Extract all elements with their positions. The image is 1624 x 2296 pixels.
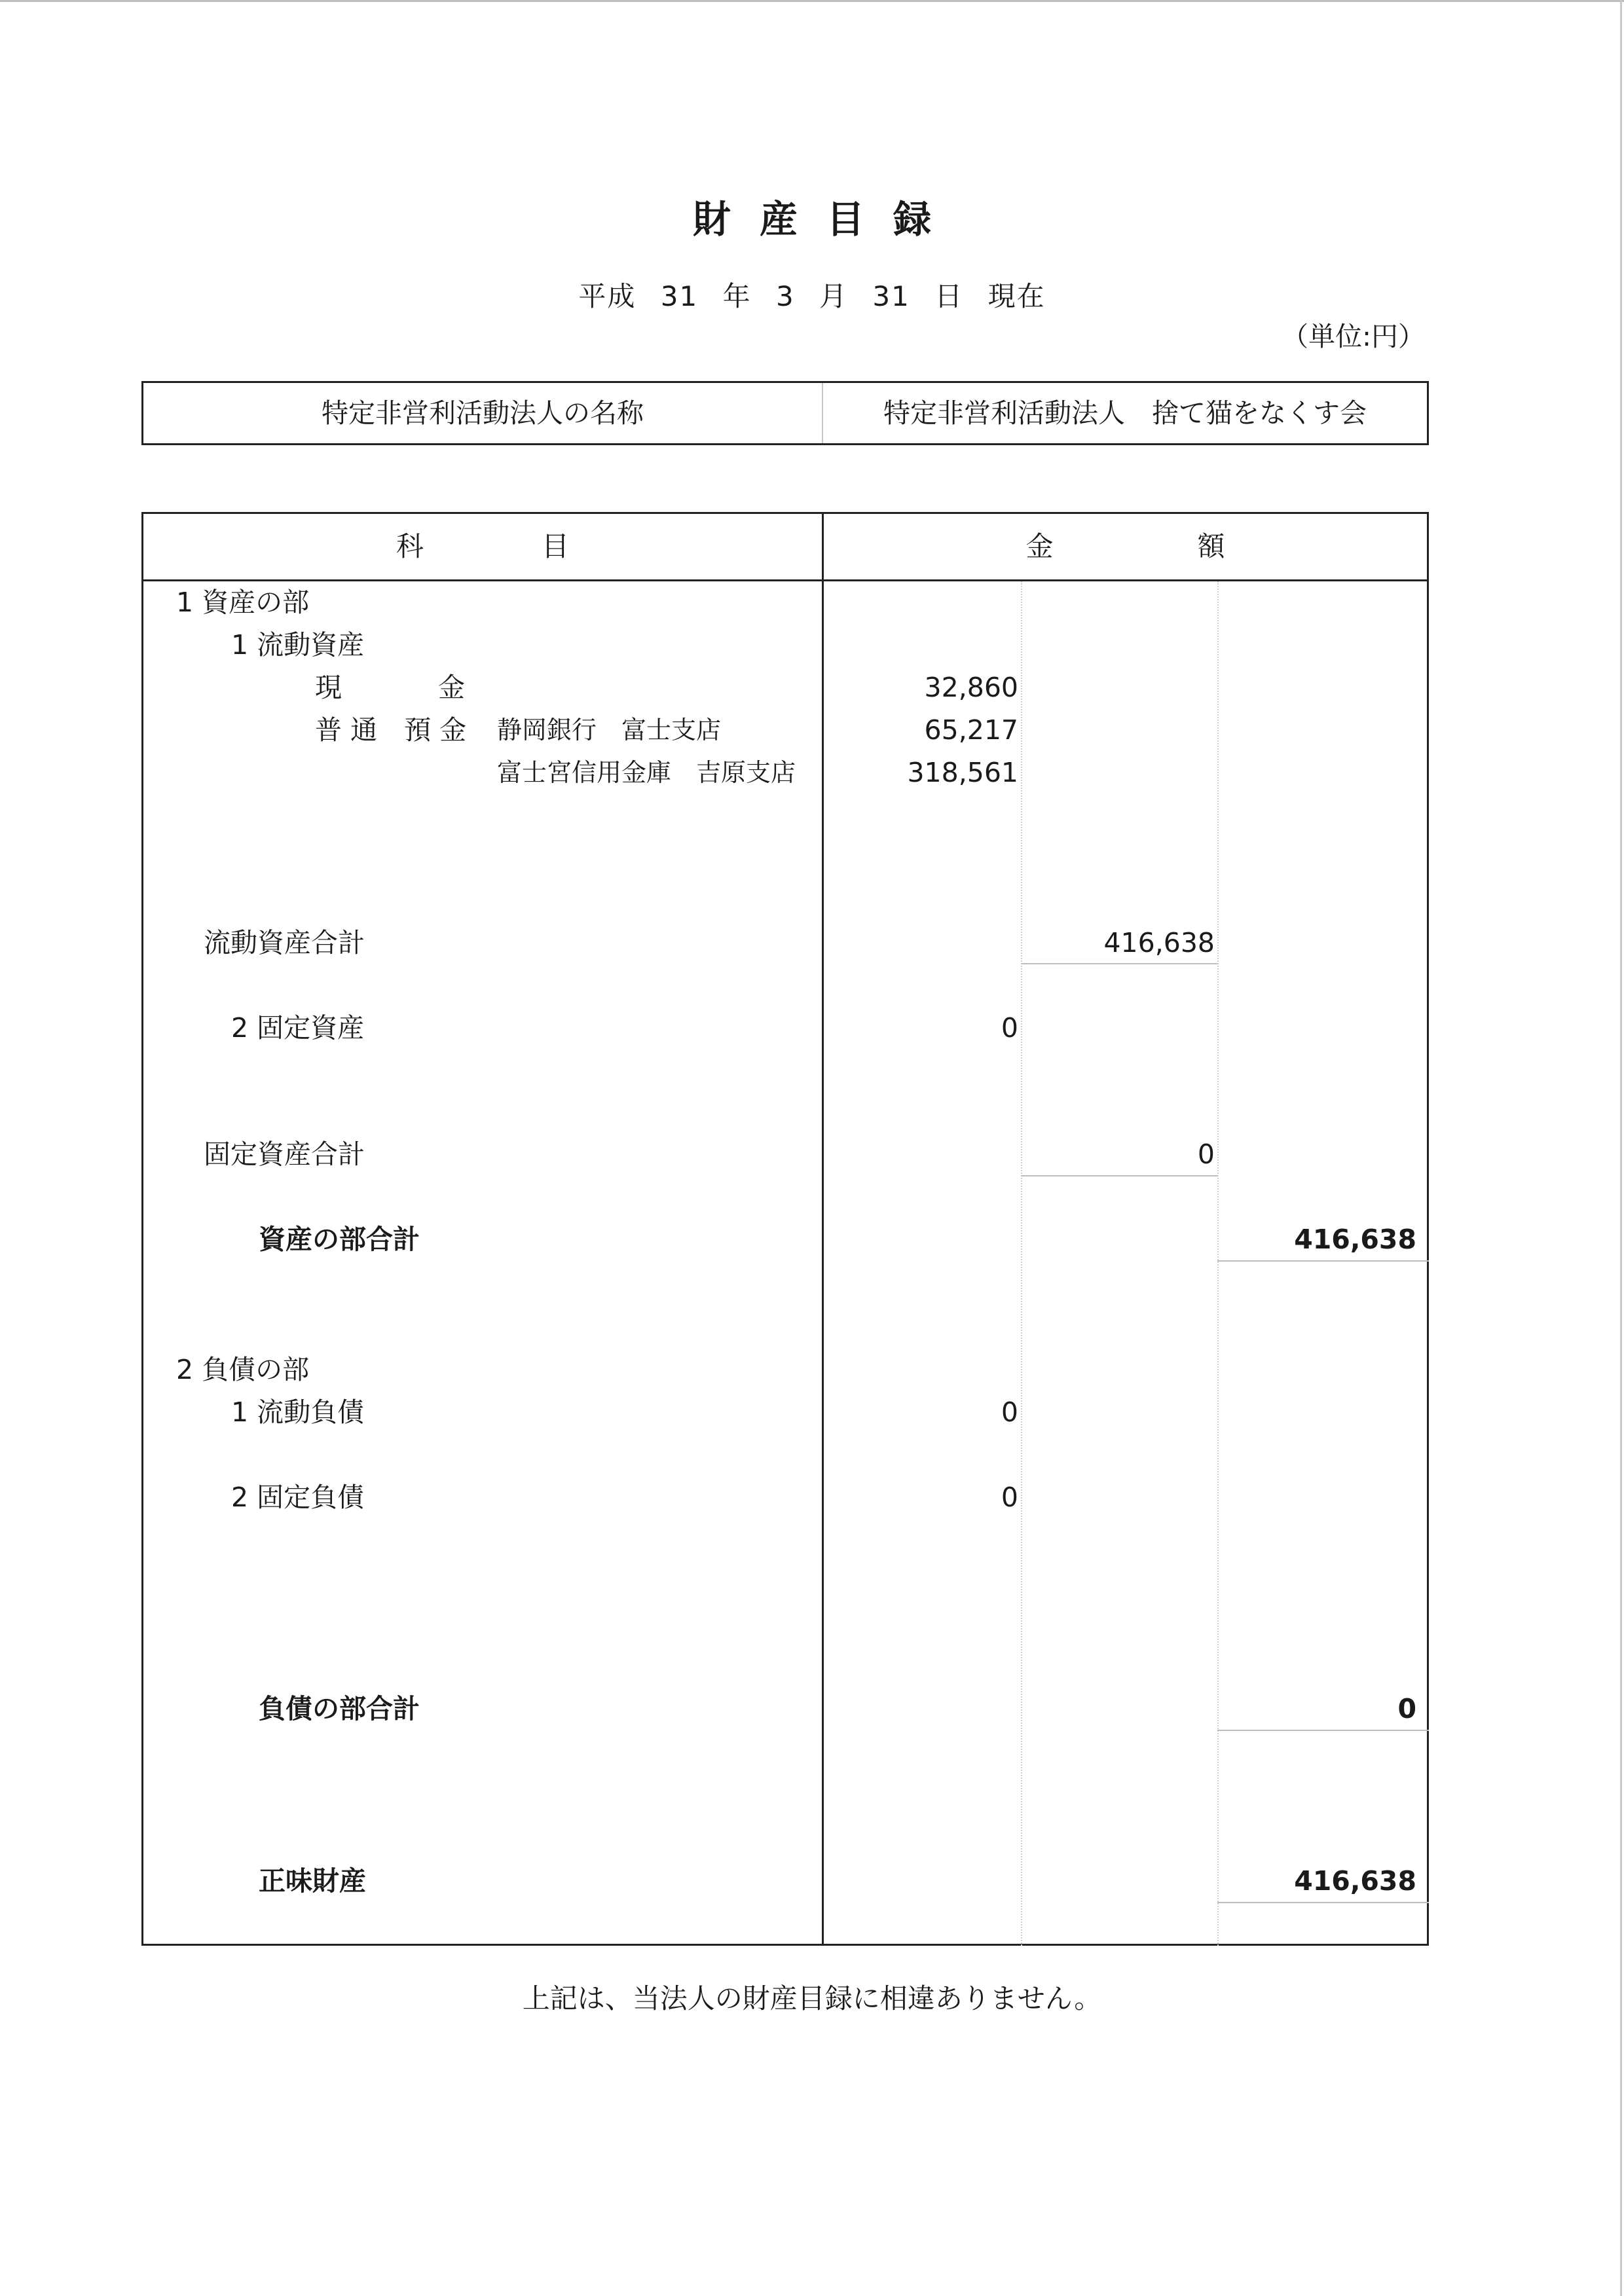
assets-total-rule bbox=[1217, 1260, 1429, 1262]
subject-header bbox=[143, 514, 822, 579]
inventory-table bbox=[141, 512, 1429, 1946]
assets-total-label: 資産の部合計 bbox=[259, 1224, 420, 1255]
date-day: 31 bbox=[872, 280, 910, 312]
subject-header-char-1: 科 bbox=[396, 530, 424, 562]
liabilities-section-title: 2 負債の部 bbox=[176, 1354, 310, 1385]
scan-edge-right bbox=[1620, 0, 1622, 2296]
amount-header bbox=[824, 514, 1427, 579]
cash-label-char-2: 金 bbox=[438, 672, 465, 703]
document-title: 財産目録 bbox=[692, 197, 960, 242]
amount-column-guide-1 bbox=[1021, 581, 1022, 1946]
certification-note: 上記は、当法人の財産目録に相違ありません。 bbox=[522, 1982, 1102, 2014]
current-assets-title: 1 流動資産 bbox=[231, 629, 365, 661]
bank-2-name: 富士宮信用金庫 吉原支店 bbox=[497, 758, 796, 787]
fixed-assets-total-label: 固定資産合計 bbox=[204, 1139, 365, 1170]
assets-total-value: 416,638 bbox=[1294, 1224, 1416, 1255]
scan-edge-top bbox=[0, 0, 1624, 2]
org-name-label: 特定非営利活動法人の名称 bbox=[322, 397, 644, 429]
current-liabilities-value: 0 bbox=[1001, 1396, 1018, 1428]
net-assets-value: 416,638 bbox=[1294, 1865, 1416, 1897]
date-month-unit: 月 bbox=[819, 280, 849, 312]
current-assets-total-rule bbox=[1021, 963, 1217, 964]
bank-1-name: 静岡銀行 富士支店 bbox=[497, 716, 722, 744]
current-assets-total-label: 流動資産合計 bbox=[204, 927, 365, 958]
current-assets-total-value: 416,638 bbox=[1103, 927, 1215, 958]
deposit-label: 普 通 預 金 bbox=[315, 714, 467, 746]
date-year-unit: 年 bbox=[722, 280, 752, 312]
amount-header-char-1: 金 bbox=[1025, 530, 1054, 562]
fixed-liabilities-value: 0 bbox=[1001, 1482, 1018, 1513]
subject-header-char-2: 目 bbox=[542, 530, 570, 562]
cash-label-char-1: 現 bbox=[315, 672, 342, 703]
org-name-value: 特定非営利活動法人 捨て猫をなくす会 bbox=[883, 397, 1367, 429]
unit-note: （単位:円） bbox=[1282, 321, 1425, 352]
fixed-assets-total-rule bbox=[1021, 1175, 1217, 1176]
amount-header-char-2: 額 bbox=[1197, 530, 1225, 562]
date-era: 平成 bbox=[578, 280, 637, 312]
bank-2-value: 318,561 bbox=[907, 757, 1018, 788]
fixed-liabilities-title: 2 固定負債 bbox=[231, 1482, 365, 1513]
liabilities-total-label: 負債の部合計 bbox=[259, 1693, 420, 1724]
cash-value: 32,860 bbox=[924, 672, 1018, 703]
net-assets-rule bbox=[1217, 1902, 1429, 1903]
column-separator bbox=[822, 514, 824, 1944]
bank-1-value: 65,217 bbox=[924, 714, 1018, 746]
header-rule bbox=[143, 579, 1427, 581]
fixed-assets-total-value: 0 bbox=[1197, 1139, 1215, 1170]
date-suffix: 現在 bbox=[987, 280, 1046, 312]
fixed-assets-title: 2 固定資産 bbox=[231, 1012, 365, 1044]
date-day-unit: 日 bbox=[934, 280, 964, 312]
liabilities-total-value: 0 bbox=[1397, 1693, 1416, 1724]
date-year: 31 bbox=[660, 280, 699, 312]
as-of-date bbox=[0, 275, 1624, 314]
date-month: 3 bbox=[775, 280, 795, 312]
organization-name-box bbox=[141, 381, 1429, 445]
amount-column-guide-2 bbox=[1217, 581, 1219, 1946]
current-liabilities-title: 1 流動負債 bbox=[231, 1396, 365, 1428]
fixed-assets-value: 0 bbox=[1001, 1012, 1018, 1044]
assets-section-title: 1 資産の部 bbox=[176, 587, 310, 618]
liabilities-total-rule bbox=[1217, 1730, 1429, 1731]
net-assets-label: 正味財産 bbox=[259, 1865, 366, 1897]
